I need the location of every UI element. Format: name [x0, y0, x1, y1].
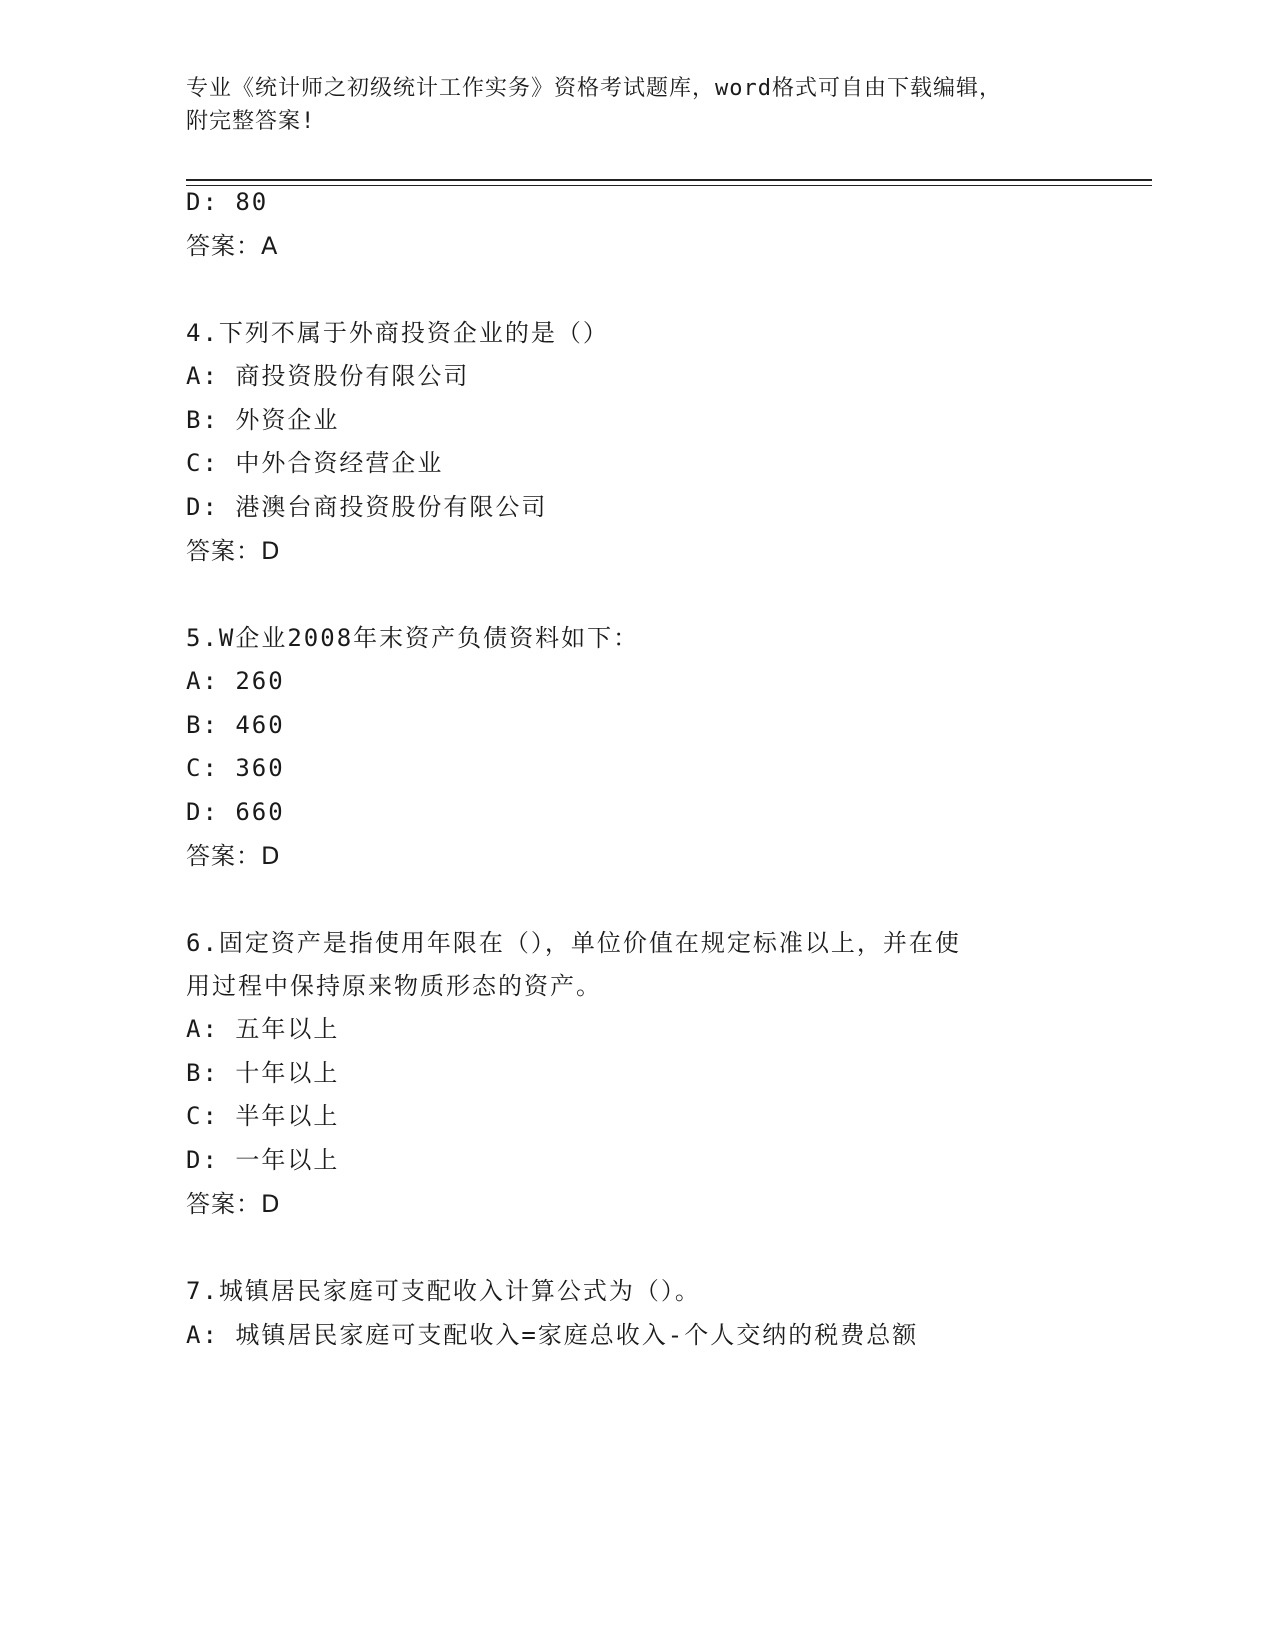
q6-answer: 答案：D [186, 1190, 281, 1218]
q6-question-line-2: 用过程中保持原来物质形态的资产。 [186, 972, 602, 1000]
q5-answer: 答案：D [186, 842, 281, 870]
q4-option-d: D: 港澳台商投资股份有限公司 [186, 493, 548, 521]
q4-answer: 答案：D [186, 537, 281, 565]
q5-option-c: C: 360 [186, 754, 285, 782]
header-rule-thick [186, 179, 1152, 181]
q6-option-a: A: 五年以上 [186, 1015, 340, 1043]
q5-question: 5.W企业2008年末资产负债资料如下： [186, 624, 640, 652]
q3-option-d: D: 80 [186, 188, 269, 216]
header-rule-thin [186, 185, 1152, 186]
document-header [186, 72, 1066, 138]
q4-option-b: B: 外资企业 [186, 406, 340, 434]
q6-option-b: B: 十年以上 [186, 1059, 340, 1087]
header-line-1: 专业《统计师之初级统计工作实务》资格考试题库，word格式可自由下载编辑， [186, 76, 1002, 101]
q4-option-c: C: 中外合资经营企业 [186, 449, 444, 477]
q5-option-d: D: 660 [186, 798, 285, 826]
q4-question: 4.下列不属于外商投资企业的是（） [186, 319, 609, 347]
header-line-2: 附完整答案! [186, 109, 316, 134]
q6-question-line-1: 6.固定资产是指使用年限在（），单位价值在规定标准以上，并在使 [186, 929, 961, 957]
q5-option-b: B: 460 [186, 711, 285, 739]
q6-option-c: C: 半年以上 [186, 1102, 340, 1130]
q4-option-a: A: 商投资股份有限公司 [186, 362, 470, 390]
q5-option-a: A: 260 [186, 667, 285, 695]
q7-option-a: A: 城镇居民家庭可支配收入=家庭总收入-个人交纳的税费总额 [186, 1321, 919, 1349]
q3-answer: 答案：A [186, 232, 279, 260]
q7-question: 7.城镇居民家庭可支配收入计算公式为（）。 [186, 1277, 701, 1305]
q6-option-d: D: 一年以上 [186, 1146, 340, 1174]
